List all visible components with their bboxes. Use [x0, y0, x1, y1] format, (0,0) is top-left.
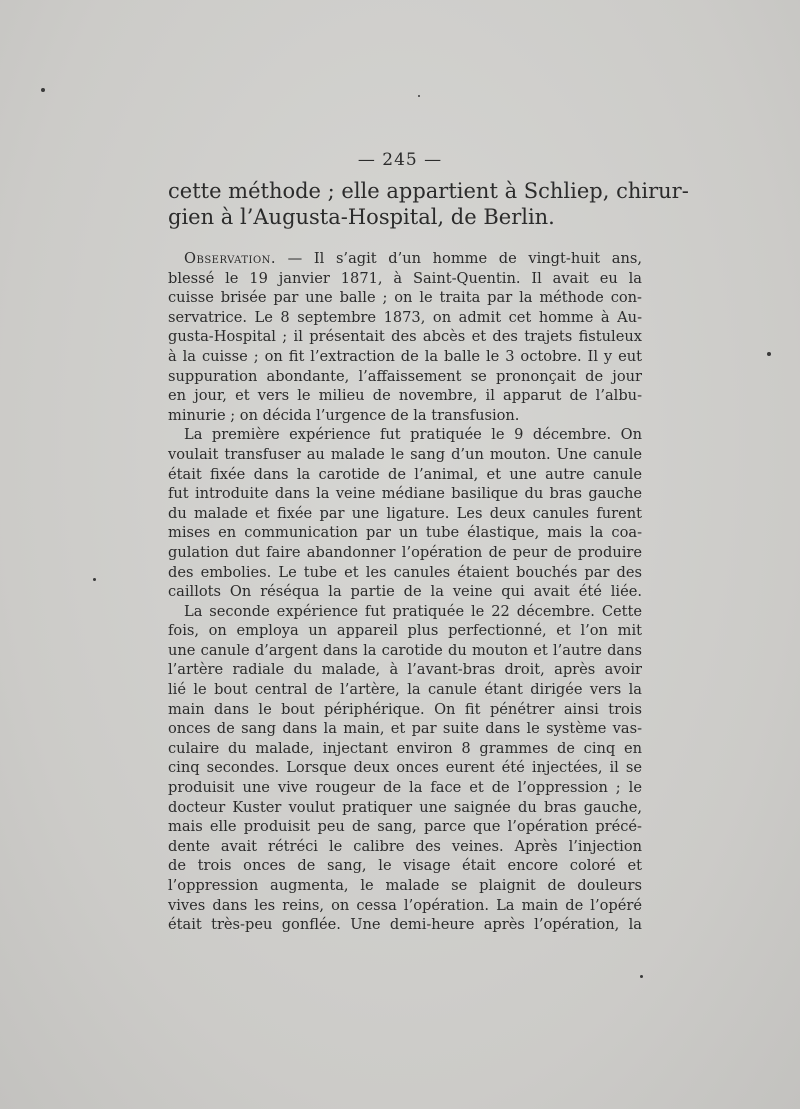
text-line: était fixée dans la carotide de l’animal, et une autre canule [168, 465, 642, 483]
text-line: de trois onces de sang, le visage était encore coloré et [168, 857, 642, 875]
text-line: docteur Kuster voulut pratiquer une saignée du bras gauche, [168, 798, 642, 816]
text-line: fut introduite dans la veine médiane basilique du bras gauche [168, 485, 642, 503]
text-line: fois, on employa un appareil plus perfectionné, et l’on mit [168, 622, 642, 640]
text-line: minurie ; on décida l’urgence de la transfusion. [168, 406, 520, 424]
text-line: servatrice. Le 8 septembre 1873, on admit cet homme à Au- [168, 308, 642, 326]
observation-label: Observation. [184, 250, 277, 267]
text-line: gien à l’Augusta-Hospital, de Berlin. [168, 205, 555, 229]
text-line [168, 249, 642, 269]
text-line: blessé le 19 janvier 1871, à Saint-Quentin. Il avait eu la [168, 269, 642, 287]
text-line: cette méthode ; elle appartient à Schliep, chirur- [168, 179, 689, 203]
text-line: des embolies. Le tube et les canules étaient bouchés par des [168, 563, 642, 581]
text-line: La seconde expérience fut pratiquée le 22 décembre. Cette [184, 602, 642, 620]
page-speck [418, 95, 420, 97]
text-line: caillots On réséqua la partie de la veine qui avait été liée. [168, 583, 642, 601]
text-line: l’artère radiale du malade, à l’avant-bras droit, après avoir [168, 661, 642, 679]
text-line: à la cuisse ; on fit l’extraction de la balle le 3 octobre. Il y eut [168, 347, 642, 365]
text-line: produisit une vive rougeur de la face et de l’oppression ; le [168, 779, 642, 797]
text-line: onces de sang dans la main, et par suite dans le système vas- [168, 720, 642, 738]
page-number: — 245 — [357, 150, 443, 170]
text-line: mais elle produisit peu de sang, parce que l’opération précé- [168, 818, 642, 836]
continued-paragraph [168, 178, 689, 230]
text-line: main dans le bout périphérique. On fit pénétrer ainsi trois [168, 700, 642, 718]
text-line: une canule d’argent dans la carotide du mouton et l’autre dans [168, 641, 642, 659]
text-line: l’oppression augmenta, le malade se plaignit de douleurs [168, 877, 642, 894]
text-line: dente avait rétréci le calibre des veines. Après l’injection [168, 837, 642, 855]
text-line: en jour, et vers le milieu de novembre, il apparut de l’albu- [168, 387, 642, 405]
text-line: culaire du malade, injectant environ 8 grammes de cinq en [168, 739, 642, 757]
text-line: gulation dut faire abandonner l’opération de peur de produire [168, 543, 642, 561]
text-line: suppuration abondante, l’affaissement se prononçait de jour [168, 367, 642, 385]
observation-section [168, 249, 642, 935]
text-line: cinq secondes. Lorsque deux onces eurent été injectées, il se [168, 759, 642, 777]
page-speck [93, 578, 96, 581]
text-line: cuisse brisée par une balle ; on le traita par la méthode con- [168, 289, 642, 307]
page-speck [41, 88, 45, 92]
text-line: du malade et fixée par une ligature. Les deux canules furent [168, 504, 642, 522]
text-line-rest: — Il s’agit d’un homme de vingt-huit ans, [276, 250, 642, 267]
text-line: gusta-Hospital ; il présentait des abcès et des trajets fistuleux [168, 328, 642, 346]
text-line: mises en communication par un tube élastique, mais la coa- [168, 524, 642, 542]
text-line: lié le bout central de l’artère, la canule étant dirigée vers la [168, 681, 642, 699]
text-line: voulait transfuser au malade le sang d’un mouton. Une canule [168, 445, 642, 463]
text-line: vives dans les reins, on cessa l’opération. La main de l’opéré [168, 896, 642, 914]
page-speck [767, 352, 771, 356]
text-line: La première expérience fut pratiquée le 9 décembre. On [184, 426, 642, 444]
text-line: était très-peu gonflée. Une demi-heure après l’opération, la [168, 916, 642, 934]
page-speck [640, 975, 643, 978]
